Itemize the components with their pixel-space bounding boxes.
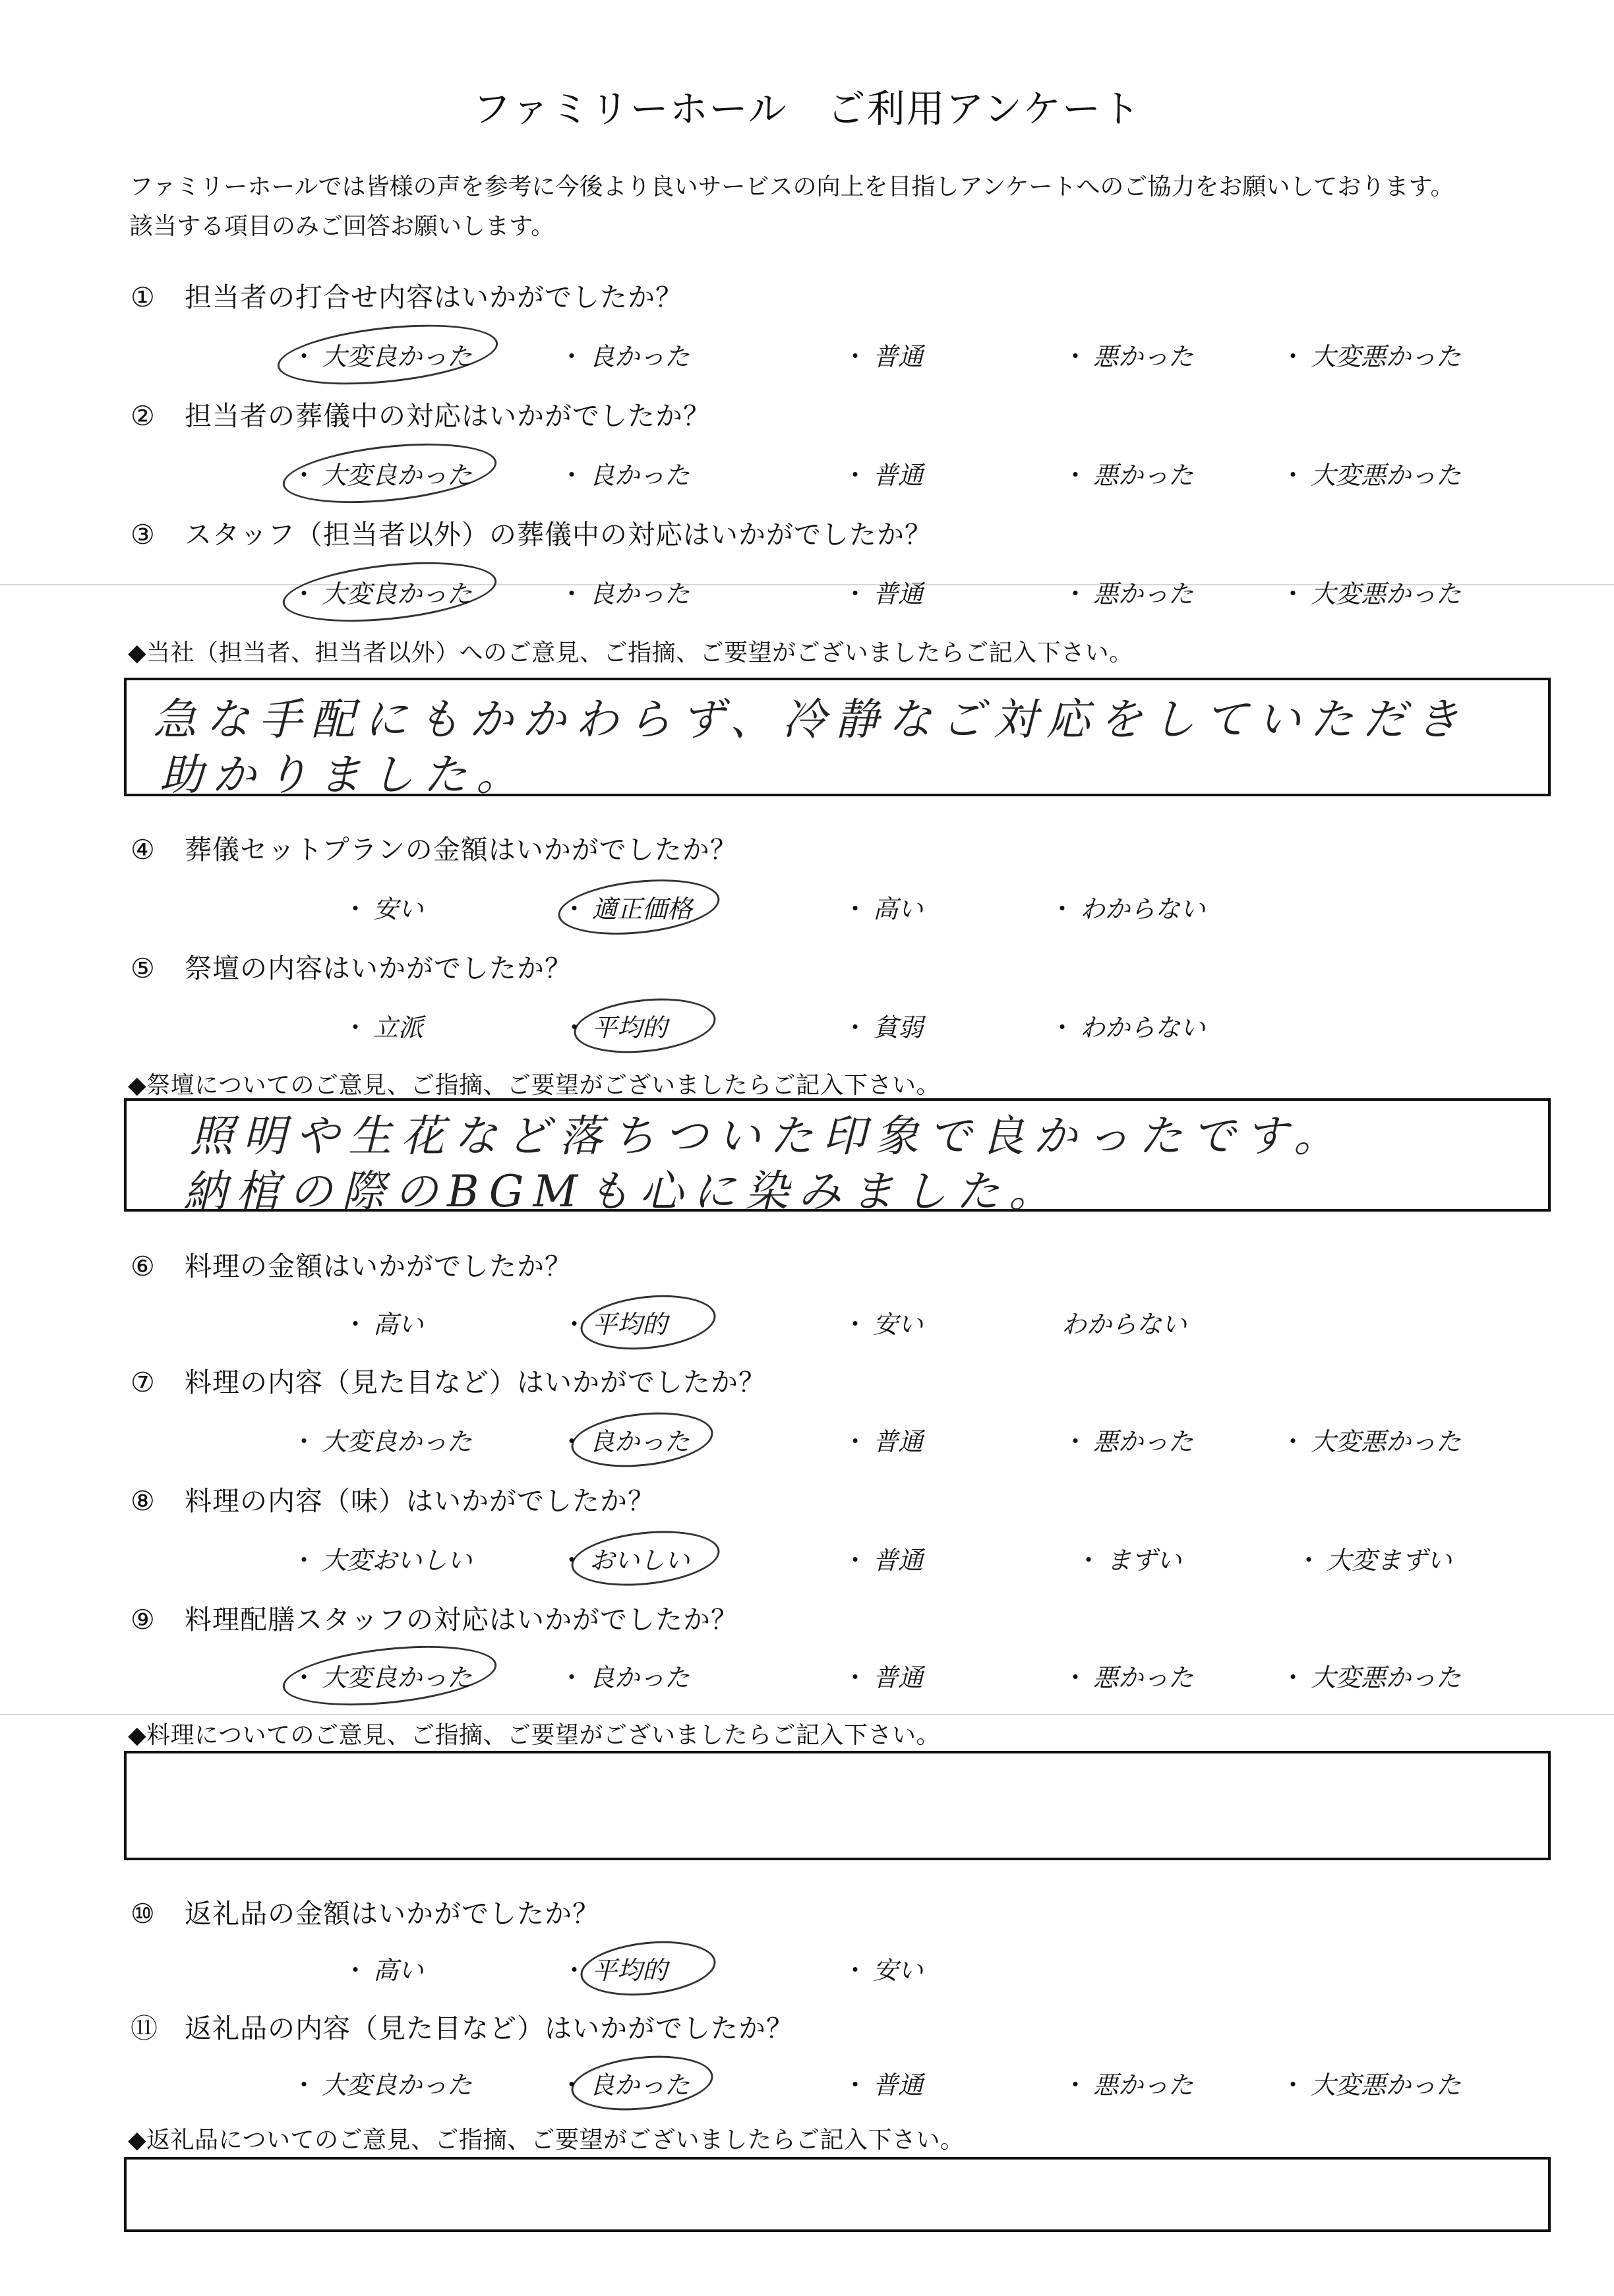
handwritten-comment-line: 納棺の際のBGMも心に染みました。 (183, 1166, 1062, 1217)
option-bad[interactable]: ・ 悪かった (1063, 1427, 1194, 1456)
question-text: 担当者の葬儀中の対応はいかがでしたか？ (185, 400, 711, 432)
question-number: ⑩ (131, 1898, 156, 1929)
question-text: 担当者の打合せ内容はいかがでしたか？ (185, 281, 683, 313)
comment-box-altar[interactable] (124, 1098, 1551, 1217)
handwritten-comment-line: 助かりました。 (160, 750, 529, 800)
scan-artifact-line (0, 1714, 1614, 1715)
option-very-good[interactable]: ・ 大変良かった (291, 579, 473, 608)
option-normal[interactable]: ・ 普通 (843, 2071, 924, 2100)
question-4 (131, 828, 738, 867)
option-very-bad[interactable]: ・ 大変悪かった (1280, 1663, 1462, 1692)
question-number: ⑤ (131, 953, 156, 984)
question-text: 返礼品の内容（見た目など）はいかがでしたか？ (185, 2013, 794, 2044)
question-text: 祭壇の内容はいかがでしたか？ (185, 953, 572, 984)
options-q2 (0, 455, 1614, 494)
option-normal[interactable]: ・ 普通 (843, 342, 924, 371)
option-very-delicious[interactable]: ・ 大変おいしい (291, 1546, 473, 1575)
comment-box-food[interactable] (124, 1751, 1551, 1860)
option-expensive[interactable]: ・ 高い (343, 1310, 424, 1339)
question-number: ⑨ (131, 1604, 156, 1635)
comment-label-staff: ◆当社（担当者、担当者以外）へのご意見、ご指摘、ご要望がございましたらご記入下さい。 (128, 639, 1133, 666)
option-good[interactable]: ・ 良かった (559, 1427, 690, 1456)
option-normal[interactable]: ・ 普通 (843, 1427, 924, 1456)
option-very-good[interactable]: ・ 大変良かった (291, 1427, 473, 1456)
question-10 (131, 1892, 600, 1931)
option-expensive[interactable]: ・ 高い (843, 895, 924, 924)
option-normal[interactable]: ・ 普通 (843, 579, 924, 608)
option-very-good[interactable]: ・ 大変良かった (291, 342, 473, 371)
option-bad[interactable]: ・ 悪かった (1063, 579, 1194, 608)
question-2 (131, 394, 711, 433)
option-very-bad[interactable]: ・ 大変悪かった (1280, 1427, 1462, 1456)
option-average[interactable]: ・ 平均的 (562, 1013, 668, 1042)
option-very-bad[interactable]: ・ 大変悪かった (1280, 2071, 1462, 2100)
option-normal[interactable]: ・ 普通 (843, 1546, 924, 1575)
option-unknown[interactable]: ・ わからない (1050, 895, 1206, 924)
options-q7 (0, 1421, 1614, 1461)
handwritten-comment-line: 照明や生花など落ちついた印象で良かったです。 (190, 1111, 1347, 1162)
intro-line-1: ファミリーホールでは皆様の声を参考に今後より良いサービスの向上を目指しアンケートへのご協力をお願いしております。 (129, 173, 1454, 200)
comment-label-food: ◆料理についてのご意見、ご指摘、ご要望がございましたらご記入下さい。 (128, 1722, 940, 1749)
options-q6 (0, 1304, 1614, 1343)
comment-label-altar: ◆祭壇についてのご意見、ご指摘、ご要望がございましたらご記入下さい。 (128, 1072, 940, 1099)
option-unknown[interactable]: ・ わからない (1050, 1013, 1206, 1042)
option-good[interactable]: ・ 良かった (559, 342, 690, 371)
options-q4 (0, 889, 1614, 928)
intro-line-2: 該当する項目のみご回答お願いします。 (129, 213, 555, 240)
question-number: ① (131, 281, 156, 313)
question-number: ⑥ (131, 1251, 156, 1282)
option-very-good[interactable]: ・ 大変良かった (291, 2071, 473, 2100)
option-very-good[interactable]: ・ 大変良かった (291, 1663, 473, 1692)
option-cheap[interactable]: ・ 安い (343, 895, 424, 924)
option-bad-taste[interactable]: ・ まずい (1076, 1546, 1182, 1575)
question-text: スタッフ（担当者以外）の葬儀中の対応はいかがでしたか？ (185, 519, 932, 550)
options-q5 (0, 1007, 1614, 1047)
option-unknown[interactable]: わからない (1061, 1310, 1187, 1339)
question-3 (131, 513, 932, 552)
option-average[interactable]: ・ 平均的 (562, 1956, 668, 1985)
option-normal[interactable]: ・ 普通 (843, 461, 924, 490)
option-fair-price[interactable]: ・ 適正価格 (562, 895, 693, 924)
option-normal[interactable]: ・ 普通 (843, 1663, 924, 1692)
question-8 (131, 1479, 655, 1518)
question-1 (131, 276, 683, 314)
option-good[interactable]: ・ 良かった (559, 2071, 690, 2100)
comment-label-gift: ◆返礼品についてのご意見、ご指摘、ご要望がございましたらご記入下さい。 (128, 2127, 965, 2154)
option-delicious[interactable]: ・ おいしい (559, 1546, 690, 1575)
option-expensive[interactable]: ・ 高い (343, 1956, 424, 1985)
option-bad[interactable]: ・ 悪かった (1063, 461, 1194, 490)
question-6 (131, 1245, 572, 1283)
options-q1 (0, 336, 1614, 376)
question-text: 返礼品の金額はいかがでしたか？ (185, 1898, 600, 1929)
option-very-bad[interactable]: ・ 大変悪かった (1280, 342, 1462, 371)
option-cheap[interactable]: ・ 安い (843, 1310, 924, 1339)
question-7 (131, 1361, 766, 1399)
options-q3 (0, 574, 1614, 613)
option-very-bad[interactable]: ・ 大変悪かった (1280, 579, 1462, 608)
question-11 (131, 2007, 794, 2046)
option-average[interactable]: ・ 平均的 (562, 1310, 668, 1339)
option-splendid[interactable]: ・ 立派 (343, 1013, 424, 1042)
question-text: 葬儀セットプランの金額はいかがでしたか？ (185, 834, 738, 866)
handwritten-comment-line: 急な手配にもかかわらず、冷静なご対応をしていただき (153, 694, 1468, 745)
question-text: 料理の内容（味）はいかがでしたか？ (185, 1485, 655, 1517)
option-bad[interactable]: ・ 悪かった (1063, 1663, 1194, 1692)
comment-box-staff[interactable] (124, 678, 1551, 800)
options-q8 (0, 1540, 1614, 1579)
question-text: 料理の内容（見た目など）はいかがでしたか？ (185, 1367, 766, 1398)
comment-box-gift[interactable] (124, 2157, 1551, 2232)
question-text: 料理配膳スタッフの対応はいかがでしたか？ (185, 1604, 738, 1635)
page-title: ファミリーホール ご利用アンケート (472, 86, 1142, 131)
option-cheap[interactable]: ・ 安い (843, 1956, 924, 1985)
option-very-bad-taste[interactable]: ・ 大変まずい (1296, 1546, 1452, 1575)
question-number: ③ (131, 519, 156, 550)
option-good[interactable]: ・ 良かった (559, 1663, 690, 1692)
options-q11 (0, 2065, 1614, 2104)
question-9 (131, 1598, 738, 1637)
option-bad[interactable]: ・ 悪かった (1063, 2071, 1194, 2100)
option-very-good[interactable]: ・ 大変良かった (291, 461, 473, 490)
option-very-bad[interactable]: ・ 大変悪かった (1280, 461, 1462, 490)
options-q10 (0, 1950, 1614, 1989)
option-good[interactable]: ・ 良かった (559, 579, 690, 608)
option-good[interactable]: ・ 良かった (559, 461, 690, 490)
option-bad[interactable]: ・ 悪かった (1063, 342, 1194, 371)
options-q9 (0, 1657, 1614, 1697)
question-number: ④ (131, 834, 156, 866)
question-number: ⑪ (131, 2013, 158, 2044)
option-poor[interactable]: ・ 貧弱 (843, 1013, 924, 1042)
question-number: ⑧ (131, 1485, 156, 1517)
question-number: ② (131, 400, 156, 432)
question-5 (131, 947, 572, 986)
question-number: ⑦ (131, 1367, 156, 1398)
question-text: 料理の金額はいかがでしたか？ (185, 1251, 572, 1282)
